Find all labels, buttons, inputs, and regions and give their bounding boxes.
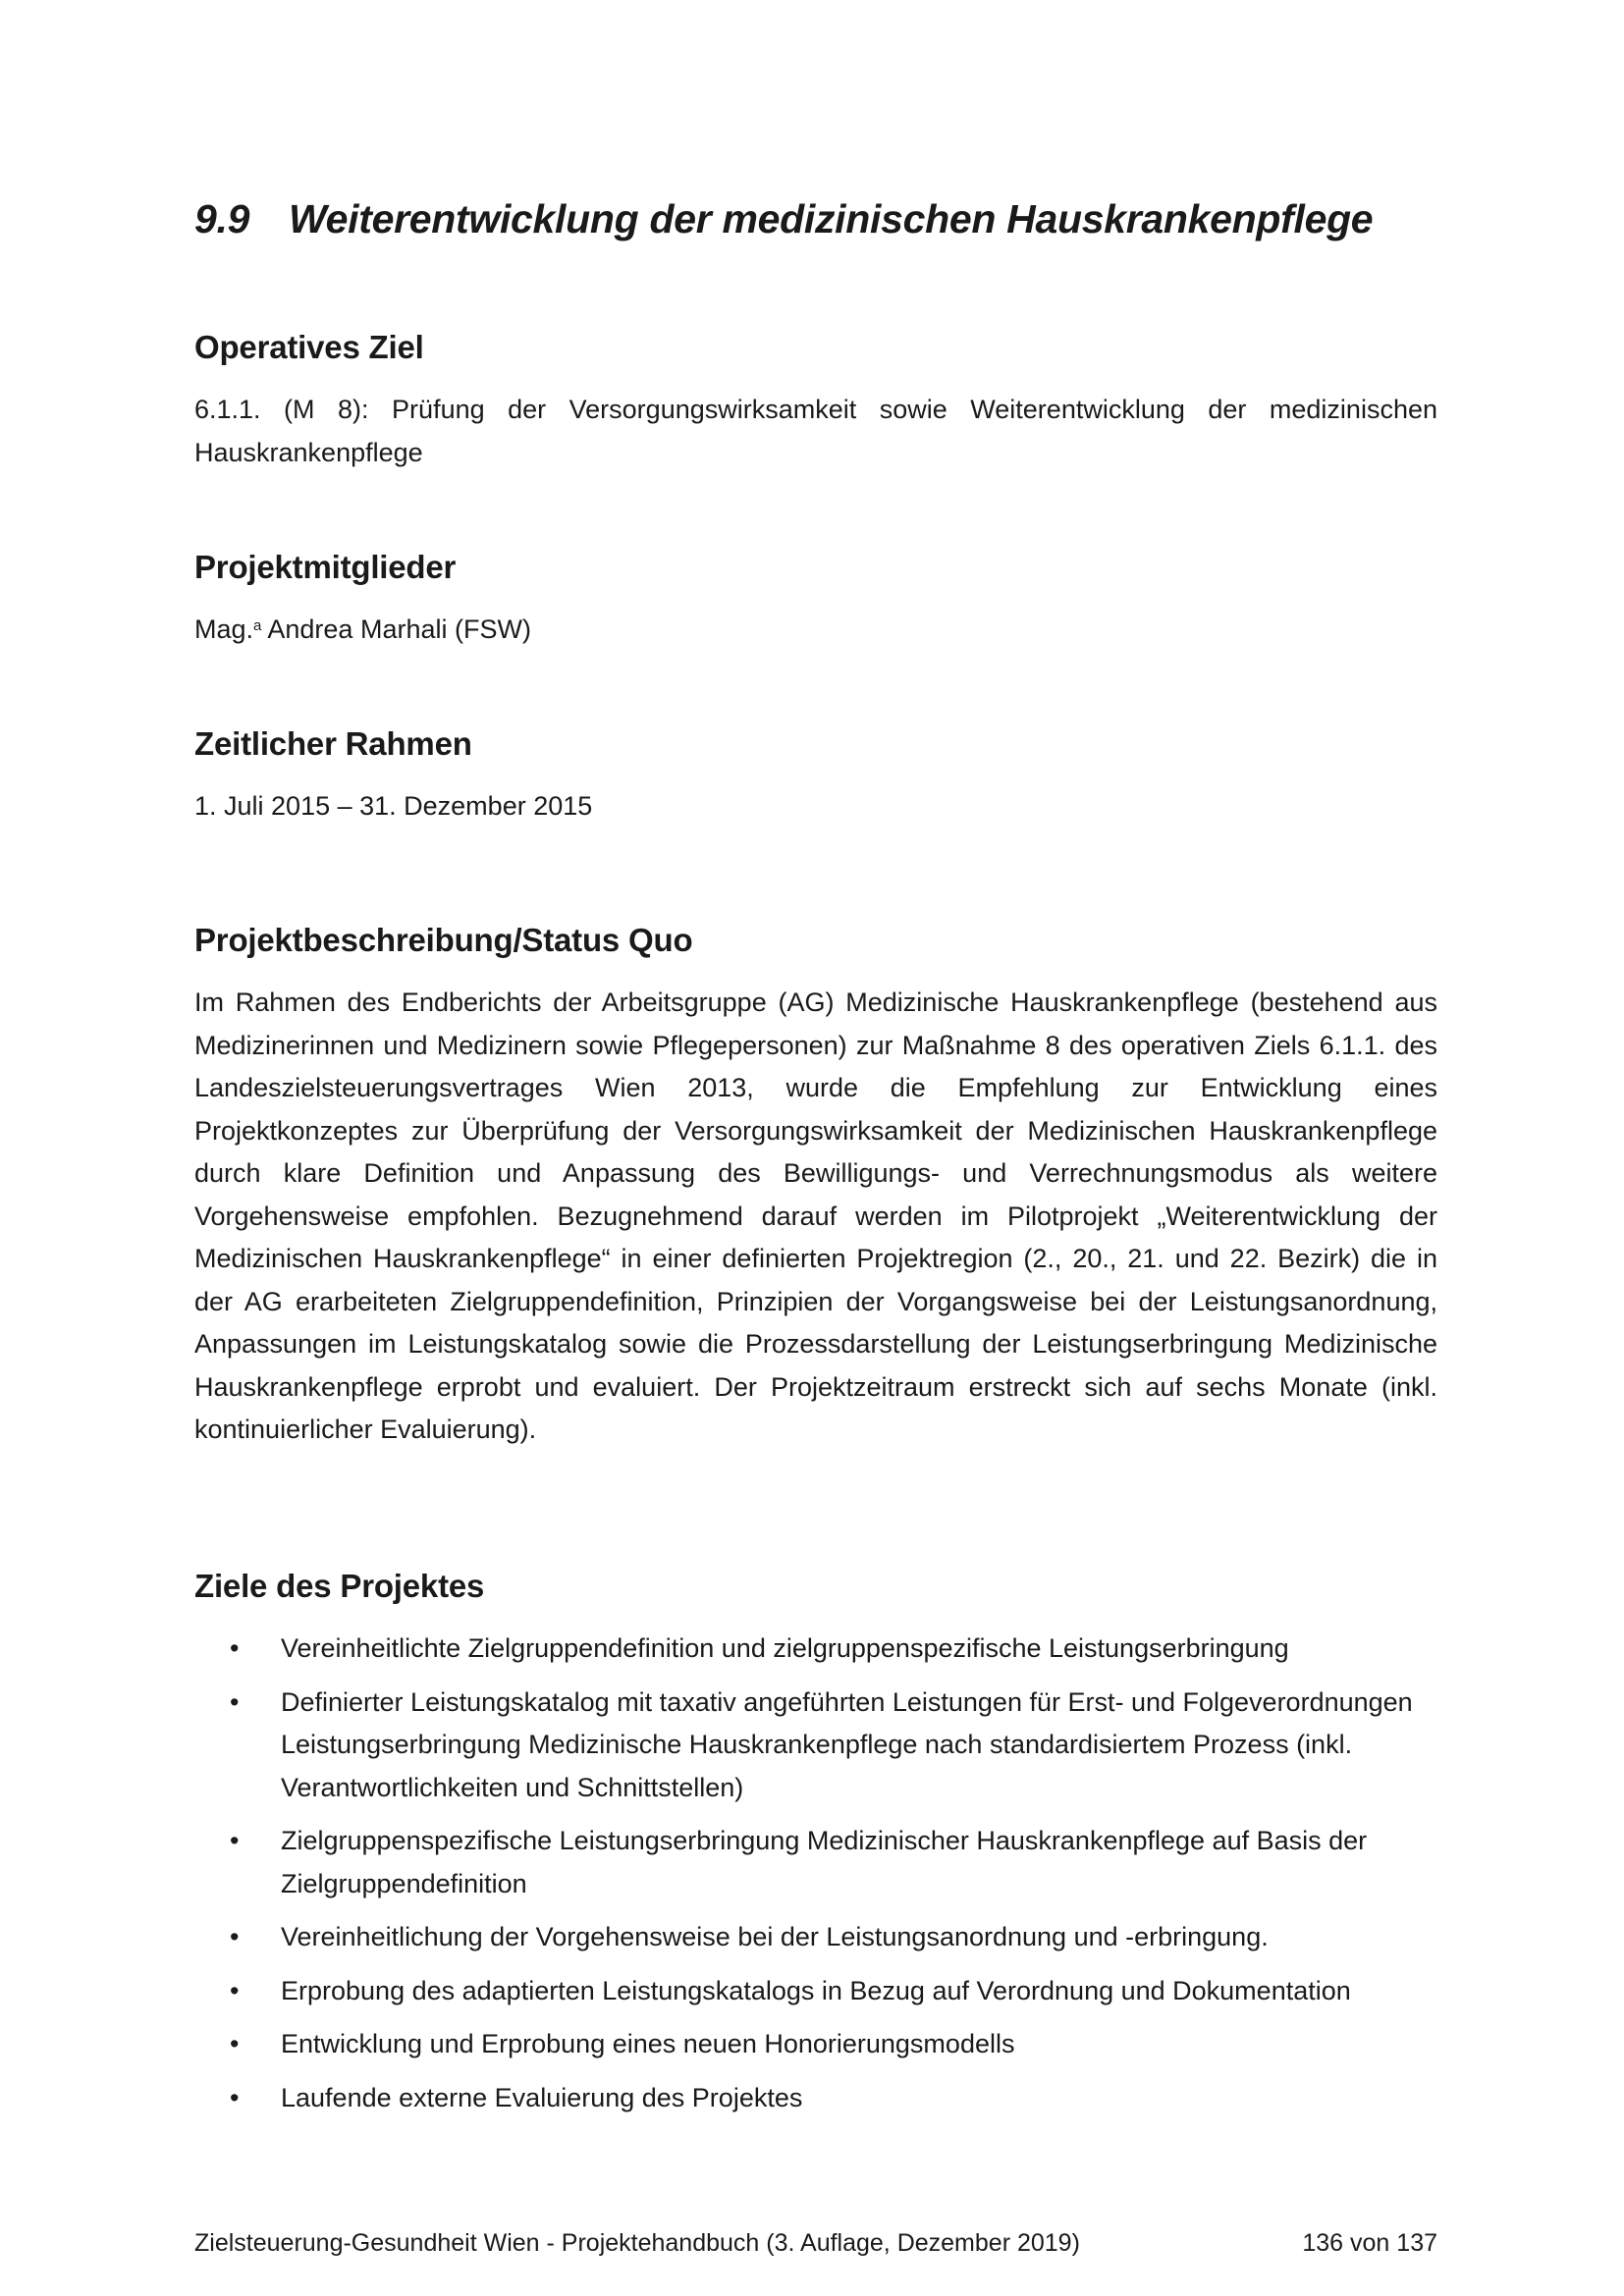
section-heading-operatives-ziel: Operatives Ziel (194, 329, 424, 365)
section-ziele (194, 1567, 1437, 2130)
list-item (194, 1820, 1437, 1905)
section-zeitlicher-rahmen (194, 724, 1437, 828)
document-page (194, 0, 1437, 2296)
chapter-number: 9.9 (194, 196, 250, 241)
list-item-text: Zielgruppenspezifische Leistungserbringung Medizinischer Hauskrankenpflege auf Basis der Zielgruppendefinition (281, 1826, 1368, 1898)
list-item-text: Erprobung des adaptierten Leistungskatalogs in Bezug auf Verordnung und Dokumentation (281, 1975, 1351, 2005)
list-item-text: Definierter Leistungskatalog mit taxativ angeführten Leistungen für Erst- und Folgeverordnungen Leistungserbringung Medizinische Hauskrankenpflege nach standardisiertem Prozess (inkl. Verantwortlichkeiten und Schnittstellen) (281, 1686, 1413, 1802)
operatives-ziel-text: 6.1.1. (M 8): Prüfung der Versorgungswirksamkeit sowie Weiterentwicklung der medizinischen Hauskrankenpflege (194, 395, 1437, 467)
list-item (194, 2023, 1437, 2066)
section-heading-projektmitglieder: Projektmitglieder (194, 549, 457, 585)
list-item-text: Entwicklung und Erprobung eines neuen Honorierungsmodells (281, 2029, 1015, 2058)
list-item (194, 1682, 1437, 1810)
list-item-text: Vereinheitlichte Zielgruppendefinition und zielgruppenspezifische Leistungserbringung (281, 1633, 1289, 1663)
list-item (194, 1628, 1437, 1671)
page-footer (194, 2228, 1437, 2258)
zeitlicher-rahmen-text: 1. Juli 2015 – 31. Dezember 2015 (194, 791, 593, 821)
bullet-icon: • (230, 2029, 240, 2058)
projektmitglieder-text (194, 609, 1437, 652)
section-projektmitglieder (194, 548, 1437, 652)
chapter-title-text: Weiterentwicklung der medizinischen Hauskrankenpflege (289, 196, 1374, 241)
footer-page-number: 136 von 137 (1302, 2229, 1437, 2257)
section-heading-projektbeschreibung: Projektbeschreibung/Status Quo (194, 922, 693, 958)
chapter-title (194, 196, 1373, 242)
section-heading-zeitlicher-rahmen: Zeitlicher Rahmen (194, 725, 472, 762)
bullet-icon: • (230, 1633, 240, 1663)
bullet-icon: • (230, 1922, 240, 1951)
section-projektbeschreibung (194, 921, 1437, 1452)
section-operatives-ziel (194, 328, 1437, 474)
member-title: Mag. (194, 614, 254, 644)
list-item-text: Vereinheitlichung der Vorgehensweise bei der Leistungsanordnung und -erbringung. (281, 1922, 1269, 1951)
list-item-text: Laufende externe Evaluierung des Projektes (281, 2082, 803, 2112)
list-item (194, 2077, 1437, 2120)
bullet-icon: • (230, 1975, 240, 2005)
bullet-icon: • (230, 1826, 240, 1855)
bullet-icon: • (230, 1686, 240, 1717)
section-heading-ziele: Ziele des Projektes (194, 1568, 485, 1604)
member-name: Andrea Marhali (FSW) (261, 614, 531, 644)
member-title-sup: a (253, 617, 262, 634)
projektbeschreibung-text: Im Rahmen des Endberichts der Arbeitsgruppe (AG) Medizinische Hauskrankenpflege (bestehend aus Medizinerinnen und Medizinern sowie Pflegepersonen) zur Maßnahme 8 des operativen Ziels 6.1.1. des Landeszielsteuerungsvertrages Wien 2013, wurde die Empfehlung zur Entwicklung eines Projektkonzeptes zur Überprüfung der Versorgungswirksamkeit der Medizinischen Hauskrankenpflege durch klare Definition und Anpassung des Bewilligungs- und Verrechnungsmodus als weitere Vorgehensweise empfohlen. Bezugnehmend darauf werden im Pilotprojekt „Weiterentwicklung der Medizinischen Hauskrankenpflege“ in einer definierten Projektregion (2., 20., 21. und 22. Bezirk) die in der AG erarbeiteten Zielgruppendefinition, Prinzipien der Vorgangsweise bei der Leistungsanordnung, Anpassungen im Leistungskatalog sowie die Prozessdarstellung der Leistungserbringung Medizinische Hauskrankenpflege erprobt und evaluiert. Der Projektzeitraum erstreckt sich auf sechs Monate (inkl. kontinuierlicher Evaluierung). (194, 988, 1437, 1444)
bullet-icon: • (230, 2082, 240, 2112)
footer-document-title: Zielsteuerung-Gesundheit Wien - Projektehandbuch (3. Auflage, Dezember 2019) (194, 2229, 1080, 2257)
list-item (194, 1916, 1437, 1959)
list-item (194, 1970, 1437, 2013)
goals-list (194, 1628, 1437, 2119)
